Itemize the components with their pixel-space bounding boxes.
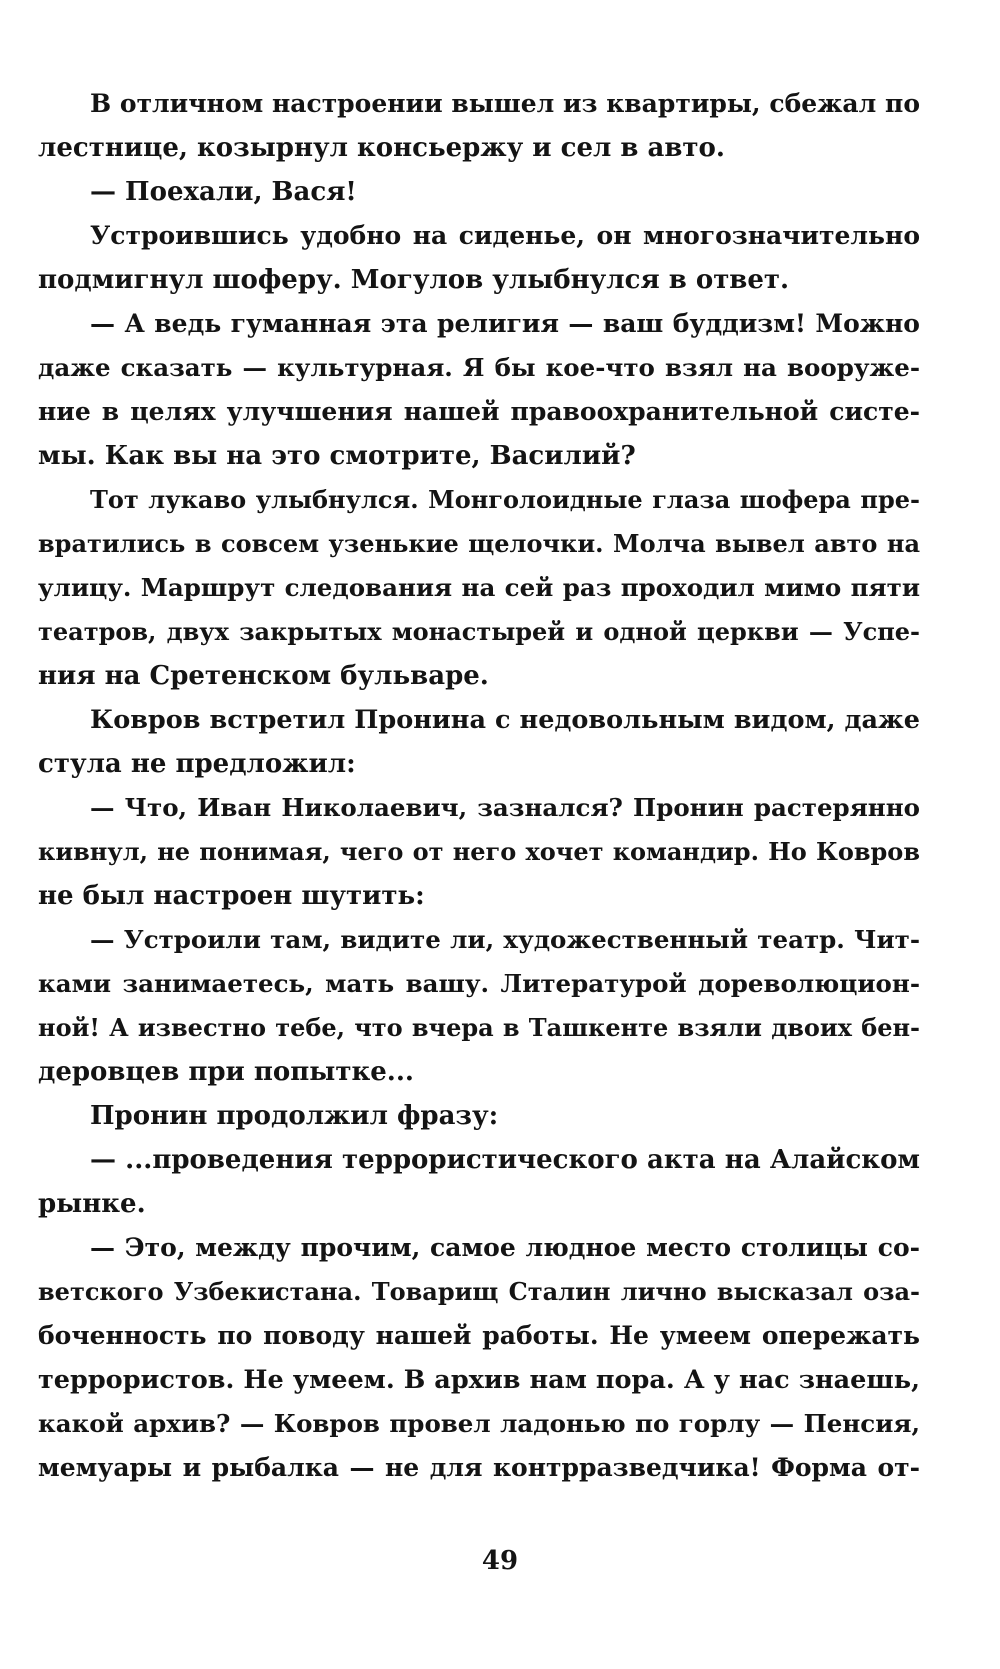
text-line: Пронин продолжил фразу: [90, 1101, 499, 1131]
text-line: подмигнул шоферу. Могулов улыбнулся в ответ. [38, 265, 790, 295]
text-line: не был настроен шутить: [38, 881, 425, 911]
text-line: какой архив? — Ковров провел ладонью по горлу — Пенсия, [38, 1409, 920, 1438]
text-line: ками занимаетесь, мать вашу. Литературой дореволюцион- [38, 969, 920, 998]
page-number: 49 [481, 1546, 519, 1576]
text-line: — Устроили там, видите ли, художественный театр. Чит- [90, 925, 920, 954]
text-line: стула не предложил: [38, 749, 356, 779]
text-line: вратились в совсем узенькие щелочки. Молча вывел авто на [38, 529, 920, 558]
text-line: — Поехали, Вася! [90, 177, 357, 207]
text-line: ние в целях улучшения нашей правоохранительной систе- [38, 397, 920, 426]
text-line: Ковров встретил Пронина с недовольным видом, даже [90, 705, 920, 735]
text-line: ния на Сретенском бульваре. [38, 661, 489, 691]
text-line: Тот лукаво улыбнулся. Монголоидные глаза шофера пре- [90, 485, 920, 514]
text-line: боченность по поводу нашей работы. Не умеем опережать [38, 1321, 920, 1350]
text-line: даже сказать — культурная. Я бы кое-что взял на вооруже- [38, 353, 920, 382]
text-line: мы. Как вы на это смотрите, Василий? [38, 441, 636, 471]
text-line: кивнул, не понимая, чего от него хочет командир. Но Ковров [38, 837, 920, 866]
text-line: — ...проведения террористического акта на Алайском [90, 1145, 920, 1175]
text-line: рынке. [38, 1189, 146, 1219]
text-line: деровцев при попытке... [38, 1057, 414, 1087]
text-line: — А ведь гуманная эта религия — ваш буддизм! Можно [90, 309, 920, 338]
body-text [38, 82, 920, 1490]
text-line: — Что, Иван Николаевич, зазнался? Пронин растерянно [90, 793, 920, 822]
text-line: лестнице, козырнул консьержу и сел в авто. [38, 133, 725, 163]
text-line: мемуары и рыбалка — не для контрразведчика! Форма от- [38, 1453, 920, 1482]
text-line: Устроившись удобно на сиденье, он многозначительно [90, 221, 920, 250]
text-line: — Это, между прочим, самое людное место столицы со- [90, 1233, 920, 1262]
text-line: В отличном настроении вышел из квартиры, сбежал по [90, 89, 920, 118]
text-line: ветского Узбекистана. Товарищ Сталин лично высказал оза- [38, 1277, 920, 1306]
text-line: террористов. Не умеем. В архив нам пора. А у нас знаешь, [38, 1365, 920, 1395]
text-line: ной! А известно тебе, что вчера в Ташкенте взяли двоих бен- [38, 1013, 920, 1042]
text-line: улицу. Маршрут следования на сей раз проходил мимо пяти [38, 573, 920, 602]
text-line: театров, двух закрытых монастырей и одной церкви — Успе- [38, 617, 920, 646]
